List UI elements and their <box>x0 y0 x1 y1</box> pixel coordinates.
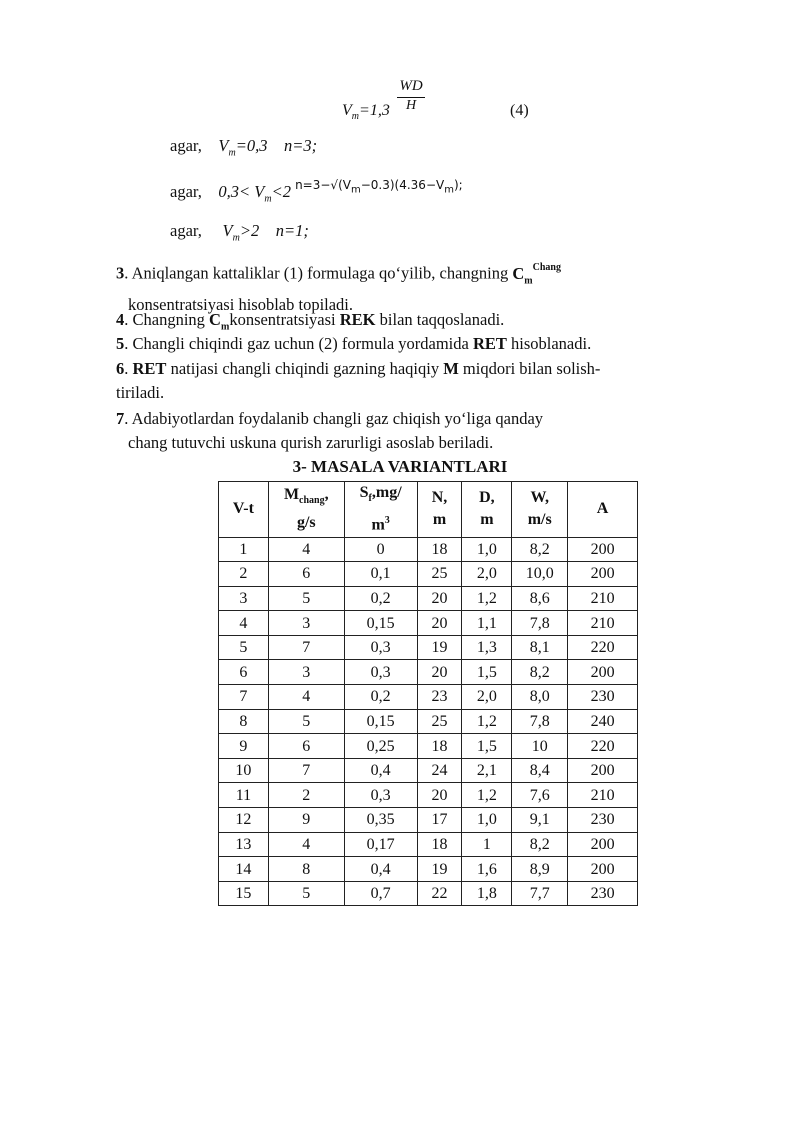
table-cell: 210 <box>568 611 638 636</box>
header-w: W, m/s <box>512 482 568 538</box>
table-cell: 0,2 <box>344 586 417 611</box>
table-row <box>219 611 638 636</box>
table-row <box>219 660 638 685</box>
table-cell: 200 <box>568 660 638 685</box>
table-cell: 1,0 <box>462 808 512 833</box>
table-cell: 230 <box>568 881 638 906</box>
table-title: 3- MASALA VARIANTLARI <box>292 457 508 476</box>
table-cell: 240 <box>568 709 638 734</box>
table-cell: 6 <box>268 562 344 587</box>
table-cell: 200 <box>568 857 638 882</box>
table-row <box>219 586 638 611</box>
table-cell: 0,1 <box>344 562 417 587</box>
table-cell: 11 <box>219 783 269 808</box>
table-row <box>219 537 638 562</box>
table-cell: 200 <box>568 832 638 857</box>
table-row <box>219 734 638 759</box>
table-cell: 0,4 <box>344 758 417 783</box>
table-cell: 1,5 <box>462 660 512 685</box>
formula-lhs: $V_m=1,3$ <box>342 102 390 123</box>
table-cell: 0,15 <box>344 709 417 734</box>
table-cell: 3 <box>268 660 344 685</box>
table-cell: 2 <box>219 562 269 587</box>
table-cell: 1,0 <box>462 537 512 562</box>
table-cell: 4 <box>268 537 344 562</box>
table-cell: 18 <box>417 734 462 759</box>
table-cell: 12 <box>219 808 269 833</box>
formula-number: (4) <box>510 102 529 119</box>
table-cell: 2,0 <box>462 685 512 710</box>
n-formula: n=3−√(Vm−0.3)(4.36−Vm); <box>295 178 463 196</box>
table-cell: 14 <box>219 857 269 882</box>
formula-numerator: WD <box>399 78 423 94</box>
table-cell: 8,1 <box>512 635 568 660</box>
table-cell: 0,4 <box>344 857 417 882</box>
table-cell: 20 <box>417 660 462 685</box>
table-cell: 4 <box>219 611 269 636</box>
table-cell: 7,6 <box>512 783 568 808</box>
table-cell: 6 <box>219 660 269 685</box>
table-row <box>219 808 638 833</box>
table-cell: 210 <box>568 783 638 808</box>
header-sf: $S_f,mg/$ $m^3$ <box>344 482 417 538</box>
table-cell: 1,8 <box>462 881 512 906</box>
condition-2: agar, $0,3< V_m<2$ $^{n=3-√(V_m-0.3)(4.36-V_m);}$ <box>170 178 463 205</box>
table-cell: 1,1 <box>462 611 512 636</box>
table-cell: 5 <box>219 635 269 660</box>
table-row <box>219 857 638 882</box>
table-cell: 2 <box>268 783 344 808</box>
table-cell: 18 <box>417 832 462 857</box>
table-cell: 220 <box>568 635 638 660</box>
table-cell: 0,3 <box>344 660 417 685</box>
table-cell: 15 <box>219 881 269 906</box>
variants-table <box>218 481 638 906</box>
table-cell: 10 <box>219 758 269 783</box>
table-cell: 8 <box>219 709 269 734</box>
table-cell: 1,6 <box>462 857 512 882</box>
table-cell: 4 <box>268 685 344 710</box>
table-cell: 19 <box>417 635 462 660</box>
table-row <box>219 709 638 734</box>
table-cell: 0,17 <box>344 832 417 857</box>
table-cell: 8,2 <box>512 832 568 857</box>
header-m: $M_{chang}$, g/s <box>268 482 344 538</box>
table-cell: 22 <box>417 881 462 906</box>
table-cell: 10,0 <box>512 562 568 587</box>
table-cell: 1,5 <box>462 734 512 759</box>
condition-3: agar, $V_m>2$ n=1; <box>170 221 309 244</box>
table-cell: 0,7 <box>344 881 417 906</box>
table-cell: 220 <box>568 734 638 759</box>
table-cell: 13 <box>219 832 269 857</box>
condition-1: agar, $V_m=0,3$ n=3; <box>170 136 318 159</box>
table-cell: 8,6 <box>512 586 568 611</box>
table-cell: 0,2 <box>344 685 417 710</box>
table-cell: 6 <box>268 734 344 759</box>
table-header-row <box>219 482 638 538</box>
table-cell: 8,4 <box>512 758 568 783</box>
table-cell: 230 <box>568 685 638 710</box>
table-cell: 9,1 <box>512 808 568 833</box>
step-3: 3. Aniqlangan kattaliklar (1) formulaga qo‘yilib, changning $C_m^{Chang}$ konsentratsiyasi hisoblab topiladi. <box>116 262 561 314</box>
table-cell: 25 <box>417 562 462 587</box>
table-cell: 18 <box>417 537 462 562</box>
table-row <box>219 562 638 587</box>
table-cell: 19 <box>417 857 462 882</box>
table-cell: 0,3 <box>344 783 417 808</box>
formula-denominator: H <box>405 98 417 113</box>
table-cell: 25 <box>417 709 462 734</box>
table-cell: 17 <box>417 808 462 833</box>
table-cell: 7 <box>219 685 269 710</box>
table-cell: 0,15 <box>344 611 417 636</box>
table-cell: 4 <box>268 832 344 857</box>
table-cell: 7,8 <box>512 709 568 734</box>
header-vt: V-t <box>219 482 269 538</box>
table-cell: 7 <box>268 758 344 783</box>
table-cell: 2,1 <box>462 758 512 783</box>
table-cell: 3 <box>219 586 269 611</box>
table-cell: 1,2 <box>462 709 512 734</box>
table-cell: 1,3 <box>462 635 512 660</box>
table-cell: 8 <box>268 857 344 882</box>
step-6: 6. RET natijasi changli chiqindi gazning haqiqiy M miqdori bilan solish- tiriladi. <box>116 359 601 402</box>
table-cell: 9 <box>219 734 269 759</box>
table-cell: 1,2 <box>462 586 512 611</box>
header-a: A <box>568 482 638 538</box>
table-cell: 8,0 <box>512 685 568 710</box>
table-row <box>219 685 638 710</box>
table-cell: 9 <box>268 808 344 833</box>
header-d: D, m <box>462 482 512 538</box>
table-row <box>219 758 638 783</box>
table-row <box>219 832 638 857</box>
table-cell: 10 <box>512 734 568 759</box>
table-cell: 5 <box>268 586 344 611</box>
table-cell: 20 <box>417 611 462 636</box>
table-row <box>219 783 638 808</box>
table-cell: 230 <box>568 808 638 833</box>
table-cell: 1 <box>219 537 269 562</box>
step-7: 7. Adabiyotlardan foydalanib changli gaz chiqish yo‘liga qanday chang tutuvchi uskuna qurish zarurligi asoslab beriladi. <box>116 409 544 452</box>
table-cell: 1 <box>462 832 512 857</box>
table-row <box>219 881 638 906</box>
table-cell: 210 <box>568 586 638 611</box>
table-cell: 3 <box>268 611 344 636</box>
table-cell: 8,9 <box>512 857 568 882</box>
table-cell: 0 <box>344 537 417 562</box>
table-cell: 20 <box>417 586 462 611</box>
table-cell: 7,8 <box>512 611 568 636</box>
table-cell: 1,2 <box>462 783 512 808</box>
step-4: 4. Changning $C_mkonsentratsiyasi$ REK bilan taqqoslanadi. <box>116 310 505 333</box>
table-cell: 7,7 <box>512 881 568 906</box>
table-cell: 200 <box>568 537 638 562</box>
table-cell: 24 <box>417 758 462 783</box>
table-cell: 0,25 <box>344 734 417 759</box>
header-n: N, m <box>417 482 462 538</box>
table-cell: 7 <box>268 635 344 660</box>
step-5: 5. Changli chiqindi gaz uchun (2) formula yordamida RET hisoblanadi. <box>116 334 592 353</box>
table-cell: 5 <box>268 709 344 734</box>
table-cell: 5 <box>268 881 344 906</box>
table-cell: 8,2 <box>512 537 568 562</box>
table-row <box>219 635 638 660</box>
table-cell: 0,3 <box>344 635 417 660</box>
table-cell: 200 <box>568 562 638 587</box>
table-cell: 20 <box>417 783 462 808</box>
table-cell: 0,35 <box>344 808 417 833</box>
table-cell: 23 <box>417 685 462 710</box>
table-cell: 2,0 <box>462 562 512 587</box>
table-cell: 200 <box>568 758 638 783</box>
table-cell: 8,2 <box>512 660 568 685</box>
